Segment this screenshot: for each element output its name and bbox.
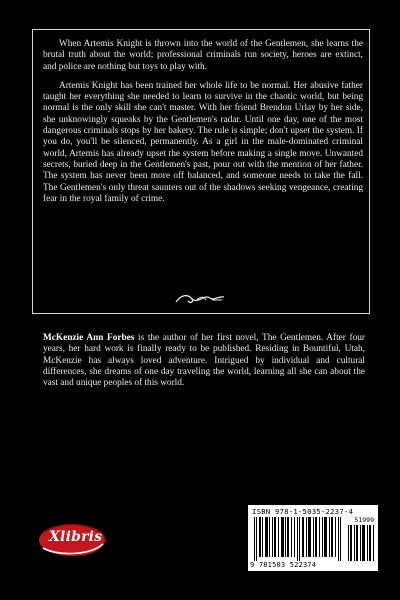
price-addon-bars [347,525,375,565]
ean-bars [252,517,344,561]
isbn-barcode [248,505,378,571]
isbn-label: ISBN 978-1-5035-2237-4 [252,507,354,516]
publisher-logo [37,520,107,560]
price-code: 51999 [354,516,374,524]
author-name: McKenzie Ann Forbes [43,333,135,343]
author-bio [43,333,365,389]
ean-digits: 9 781503 522374 [250,561,317,569]
flourish-ornament-icon [168,290,232,308]
publisher-logo-text: Xlibris [49,529,103,545]
blurb [43,39,363,213]
author-bio-text: is the author of her first novel, The Gentlemen. After four years, her hard work is finally ready to be published. Residing in Bountiful, Utah, McKenzie has always loved adventure. Intrigued by individual and cultural differences, she dreams of one day traveling the world, learning all she can about the vast and unique peoples of this world. [43,333,365,389]
blurb-paragraph-1: When Artemis Knight is thrown into the world of the Gentlemen, she learns the brutal truth about the world; professional criminals run society, heroes are extinct, and police are nothing but toys to play with. [43,39,363,72]
blurb-paragraph-2: Artemis Knight has been trained her whole life to be normal. Her abusive father taught her everything she needed to learn to survive in the chaotic world, but being normal is the only skill she can't master. With her friend Brendon Urlay by her side, she unknowingly squeaks by the Gentlemen's radar. Until one day, one of the most dangerous criminals stops by her bakery. The rule is simple; don't upset the system. If you do, you'll be silenced, permanently. As a girl in the male-dominated criminal world, Artemis has already upset the system before making a single move. Unwanted secrets, buried deep in the Gentlemen's past, pour out with the mention of her father. The system has never been more off balanced, and someone needs to take the fall. The Gentlemen's only threat saunters out of the shadows seeking vengeance, creating fear in the royal family of crime. [43,80,363,204]
